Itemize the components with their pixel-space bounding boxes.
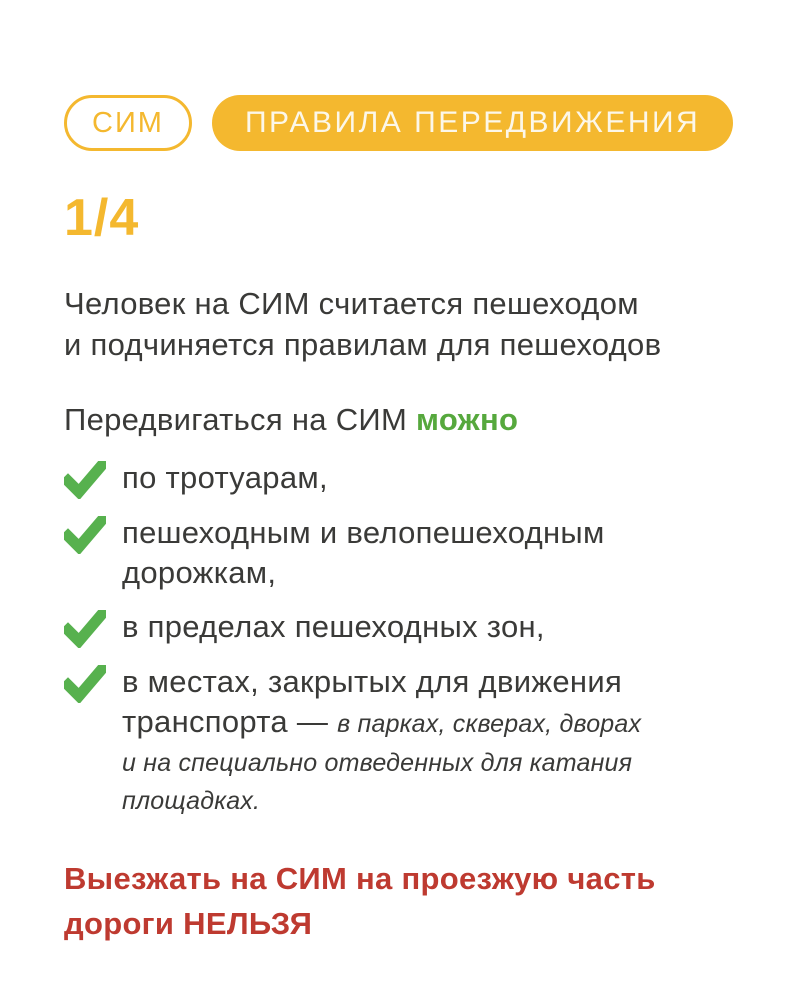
checkmark-icon — [64, 516, 106, 554]
list-item — [64, 513, 745, 593]
subheading-highlight: можно — [416, 402, 519, 437]
checklist — [64, 458, 745, 820]
sim-badge-label: СИМ — [92, 106, 164, 139]
item-4-line-2-italic: в парках, скверах, дворах — [337, 710, 642, 738]
title-badge-label: ПРАВИЛА ПЕРЕДВИЖЕНИЯ — [244, 106, 701, 139]
subheading-prefix: Передвигаться на СИМ — [64, 402, 417, 437]
checkmark-icon — [64, 461, 106, 499]
warning-line-1: Выезжать на СИМ на проезжую часть — [64, 861, 656, 896]
item-2-line-1: пешеходным и велопешеходным — [122, 515, 605, 550]
list-item — [64, 458, 745, 499]
sim-badge — [64, 95, 192, 151]
checkmark-icon — [64, 665, 106, 703]
item-4-line-2-regular: транспорта — — [122, 704, 338, 739]
list-item-text — [122, 662, 745, 820]
page-indicator: 1/4 — [64, 189, 140, 247]
item-4-line-1: в местах, закрытых для движения — [122, 664, 623, 699]
intro-line-1: Человек на СИМ считается пешеходом — [64, 286, 639, 321]
list-item-text — [122, 513, 605, 593]
subheading — [64, 399, 745, 440]
item-3-line-1: в пределах пешеходных зон, — [122, 609, 545, 644]
title-badge — [212, 95, 733, 151]
item-4-line-3: и на специально отведенных для катания площадках. — [122, 749, 633, 815]
intro-line-2: и подчиняется правилам для пешеходов — [64, 327, 662, 362]
list-item — [64, 662, 745, 820]
list-item — [64, 607, 745, 648]
header-badges — [64, 95, 745, 151]
intro-paragraph — [64, 283, 745, 365]
list-item-text — [122, 458, 328, 498]
warning-text — [64, 856, 745, 946]
checkmark-icon — [64, 610, 106, 648]
item-4-line-2 — [122, 702, 745, 744]
list-item-text — [122, 607, 545, 647]
item-1-line-1: по тротуарам, — [122, 460, 328, 495]
item-2-line-2: дорожкам, — [122, 555, 277, 590]
warning-line-2: дороги НЕЛЬЗЯ — [64, 906, 313, 941]
